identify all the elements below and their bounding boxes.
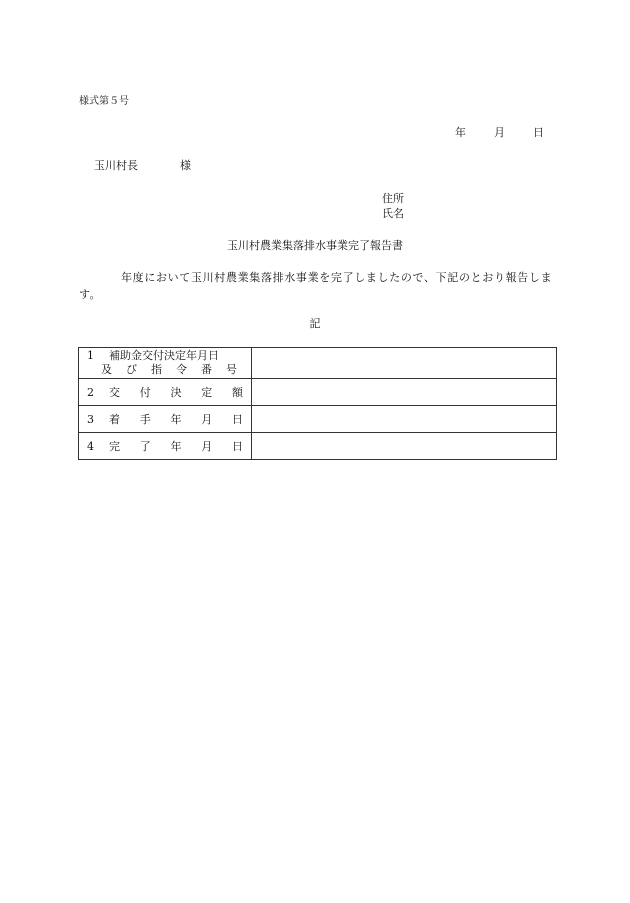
table-row [79,348,557,379]
document-title: 玉川村農業集落排水事業完了報告書 [227,239,403,252]
name-label: 氏名 [382,207,404,220]
item-label-char: 日 [232,413,243,426]
item-label-char: 月 [201,413,213,426]
item-label-char: 号 [226,363,237,376]
item-label-char: 年 [170,440,182,453]
item-label-cell [79,379,252,406]
ki-heading: 記 [309,317,321,330]
item-number: 3 [87,412,94,426]
item-value-cell[interactable] [252,379,557,406]
item-label-char: び [126,363,137,376]
item-label-char: 定 [201,386,213,399]
item-label-char: 付 [139,386,151,399]
table-row [79,406,557,433]
date-month-label: 月 [494,126,505,139]
item-label-char: 番 [201,363,212,376]
item-value-cell[interactable] [252,406,557,433]
item-label-char: 及 [101,363,112,376]
date-year-label: 年 [455,126,466,139]
item-label-cell [79,406,252,433]
item-label-char: 令 [176,363,187,376]
item-label-char: 月 [201,440,213,453]
item-label-char: 決 [170,386,182,399]
item-label-char: 完 [109,440,120,453]
addressee-name: 玉川村長 [94,159,138,172]
item-number: 1 [87,349,94,362]
item-value-cell[interactable] [252,433,557,460]
table-row [79,433,557,460]
item-value-cell[interactable] [252,348,557,379]
address-label: 住所 [382,192,404,205]
item-label-char: 了 [139,440,151,453]
item-number: 4 [87,439,94,453]
item-label-char: 額 [232,386,243,399]
table-row [79,379,557,406]
item-label-char: 交 [109,386,120,399]
body-text: 年度において玉川村農業集落排水事業を完了しましたので、下記のとおり報告します。 [79,271,552,301]
item-label-cell [79,348,252,379]
item-label-char: 日 [232,440,243,453]
date-line [455,127,544,138]
item-label-char: 年 [170,413,182,426]
addressee-honorific: 様 [180,159,191,172]
item-number: 2 [87,385,94,399]
applicant-block [382,191,404,221]
items-table [78,347,557,460]
addressee [94,160,191,171]
date-day-label: 日 [533,126,544,139]
item-label-char: 指 [151,363,162,376]
item-label-char: 手 [139,413,151,426]
item-label: 補助金交付決定年月日 [109,349,219,362]
form-number: 様式第５号 [79,96,129,107]
item-label-cell [79,433,252,460]
item-label-char: 着 [109,413,120,426]
